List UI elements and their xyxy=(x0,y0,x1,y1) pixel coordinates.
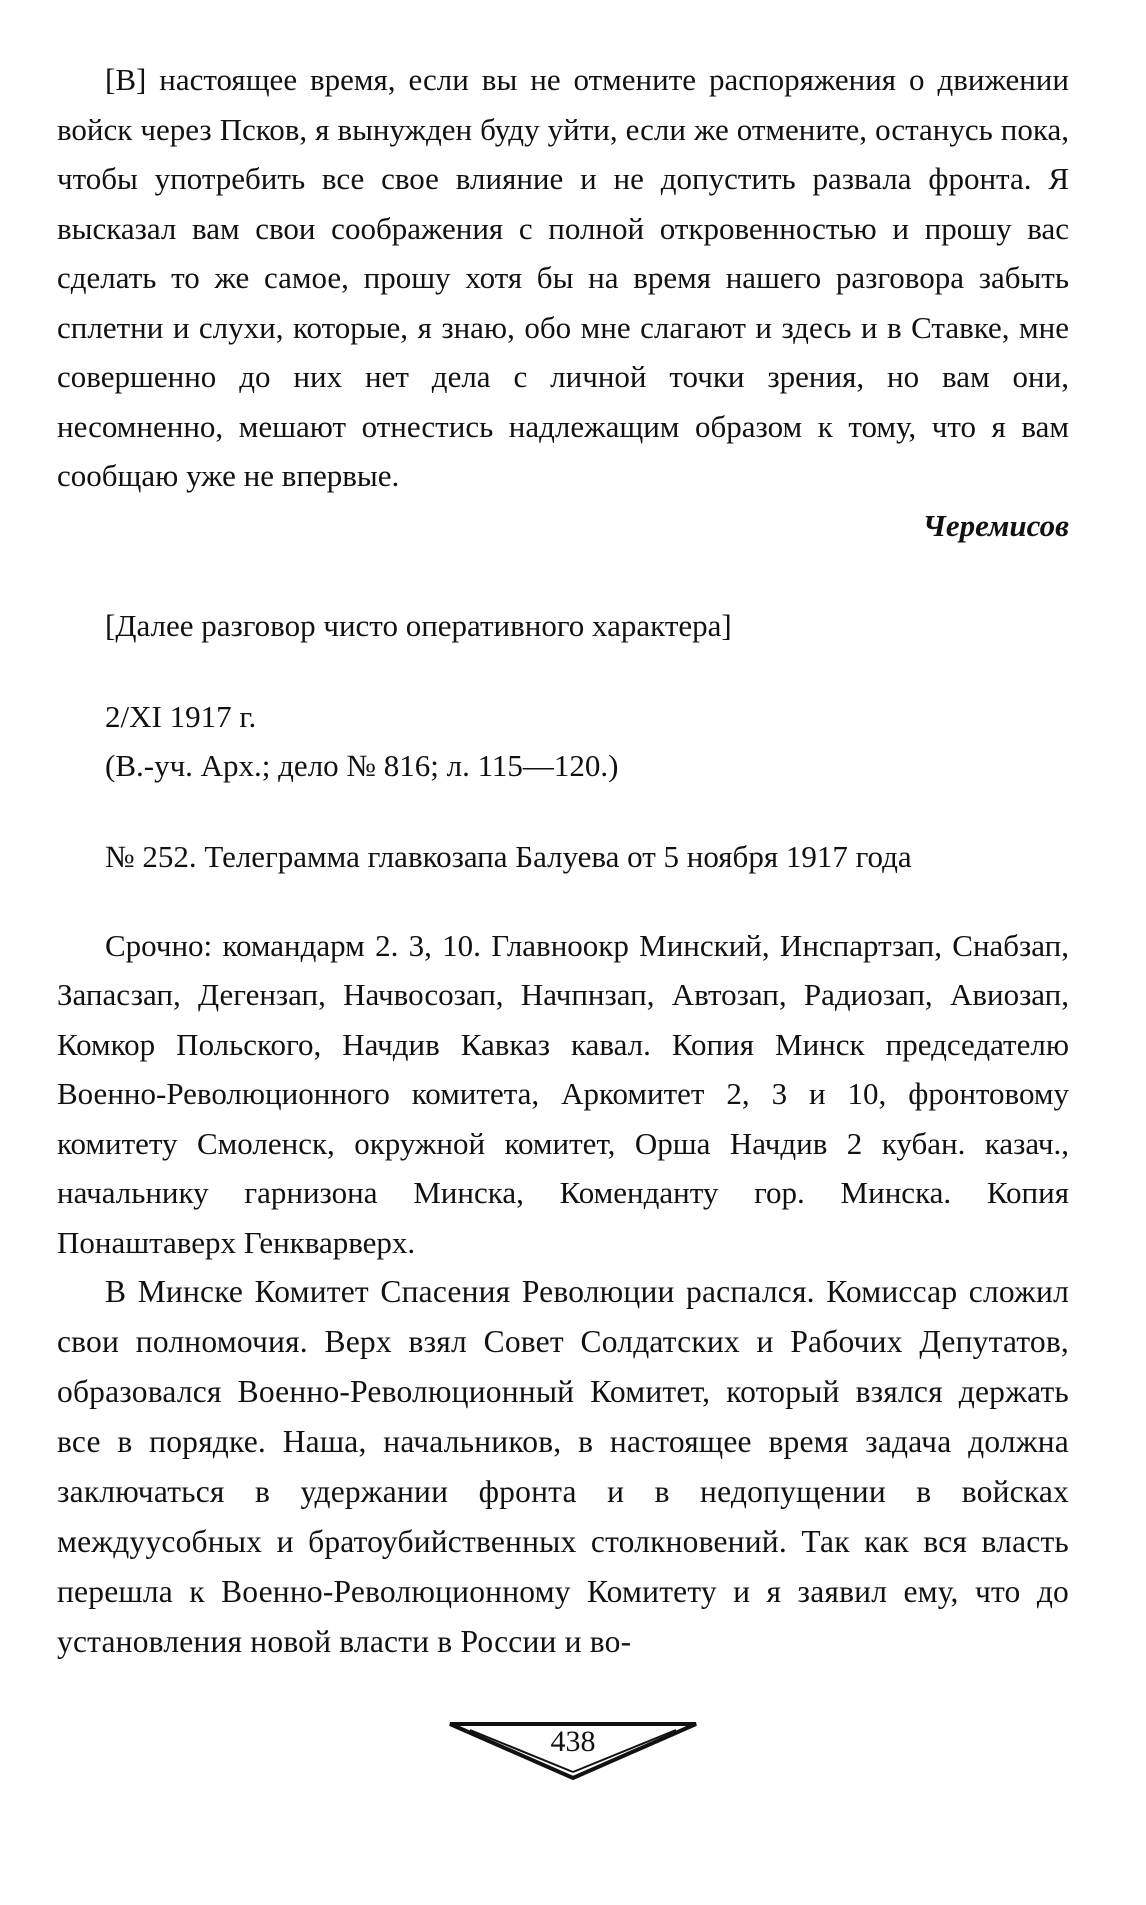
paragraph-cheremisov-statement: [В] настоящее время, если вы не отмените распоряжения о движении войск через Псков, я вынужден буду уйти, если же отмените, останусь пока, чтобы употребить все свое влияние и не допустить развала фронта. Я высказал вам свои соображения с полной откровенностью и прошу вас сделать то же самое, прошу хотя бы на время нашего разговора забыть сплетни и слухи, которые, я знаю, обо мне слагают и здесь и в Ставке, мне совершенно до них нет дела с личной точки зрения, но вам они, несомненно, мешают отнестись надлежащим образом к тому, что я вам сообщаю уже не впервые. xyxy=(57,62,1069,493)
document-page xyxy=(57,55,1069,1667)
signature-cheremisov: Черемисов xyxy=(922,507,1069,543)
date-line: 2/XI 1917 г. xyxy=(105,698,257,734)
bracket-note: [Далее разговор чисто оперативного характера] xyxy=(105,607,732,643)
page-number: 438 xyxy=(550,1725,596,1758)
body-paragraph: В Минске Комитет Спасения Революции распался. Комиссар сложил свои полномочия. Верх взял Совет Солдатских и Рабочих Депутатов, образовался Военно-Революционный Комитет, который взялся держать все в порядке. Наша, начальников, в настоящее время задача должна заключаться в удержании фронта и в недопущении в войсках междуусобных и братоубийственных столкновений. Так как вся власть перешла к Военно-Революционному Комитету и я заявил ему, что до установления новой власти в России и во- xyxy=(57,1274,1069,1659)
address-paragraph: Срочно: командарм 2. 3, 10. Главноокр Минский, Инспартзап, Снабзап, Запасзап, Дегензап, Начвосозап, Начпнзап, Автозап, Радиозап, Авиозап, Комкор Польского, Начдив Кавказ кавал. Копия Минск председателю Военно-Революционного комитета, Аркомитет 2, 3 и 10, фронтовому комитету Смоленск, окружной комитет, Орша Начдив 2 кубан. казач., начальнику гарнизона Минска, Коменданту гор. Минска. Копия Понаштаверх Генкварверх. xyxy=(57,927,1069,1260)
archive-reference: (В.-уч. Арх.; дело № 816; л. 115—120.) xyxy=(105,747,619,783)
page-number-ornament xyxy=(0,1720,1146,1790)
document-heading: № 252. Телеграмма главкозапа Балуева от 5 ноября 1917 года xyxy=(105,838,912,874)
